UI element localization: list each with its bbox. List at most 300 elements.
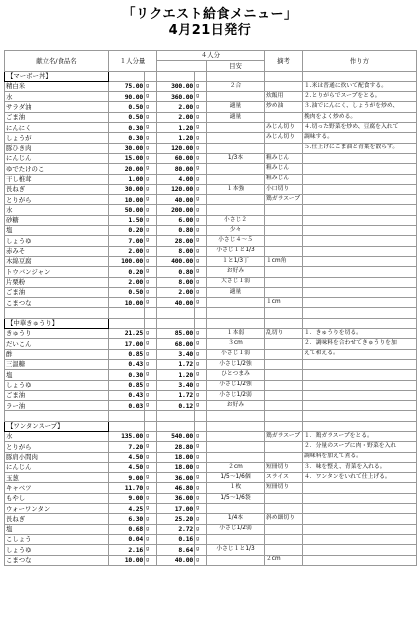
unit-four-people: g: [195, 143, 207, 153]
unit-four-people: g: [195, 215, 207, 225]
note-cell: 炒め油: [265, 102, 303, 112]
qty-four-people: 0.80: [157, 267, 195, 277]
method-step: [303, 534, 417, 544]
guide-amount: 適量: [207, 102, 265, 112]
guide-amount: 小さじ1/2弱: [207, 524, 265, 534]
method-step: ３.油でにんにく、しょうがを炒め、: [303, 102, 417, 112]
method-step: [303, 205, 417, 215]
method-step: ２．分量のスープに肉・野菜を入れ: [303, 442, 417, 452]
method-step: [303, 401, 417, 411]
section-header-cell: [145, 318, 157, 328]
qty-one-person: 100.00: [109, 256, 145, 266]
note-cell: みじん切り: [265, 133, 303, 143]
unit-four-people: g: [195, 349, 207, 359]
qty-one-person: 4.50: [109, 452, 145, 462]
ingredient-row: [5, 143, 417, 153]
unit-four-people: g: [195, 534, 207, 544]
unit-one-person: g: [145, 184, 157, 194]
guide-amount: 少々: [207, 226, 265, 236]
method-step: ４．ワンタンをいれて仕上げる。: [303, 473, 417, 483]
ingredient-name: 水: [5, 92, 109, 102]
method-step: 調味する。: [303, 133, 417, 143]
guide-amount: 小さじ１弱: [207, 349, 265, 359]
unit-four-people: g: [195, 545, 207, 555]
qty-one-person: 0.04: [109, 534, 145, 544]
issue-date: 4月21日発行: [168, 23, 252, 38]
method-step: [303, 524, 417, 534]
section-header: [5, 318, 417, 328]
ingredient-name: こまつな: [5, 298, 109, 308]
ingredient-name: 片栗粉: [5, 277, 109, 287]
qty-one-person: 10.00: [109, 195, 145, 205]
guide-amount: ２cm: [207, 462, 265, 472]
qty-one-person: 0.85: [109, 380, 145, 390]
unit-four-people: g: [195, 133, 207, 143]
note-cell: [265, 246, 303, 256]
header-notes: 摘考: [265, 51, 303, 72]
guide-amount: 小さじ1/2強: [207, 380, 265, 390]
note-cell: [265, 205, 303, 215]
ingredient-name: もやし: [5, 493, 109, 503]
unit-four-people: g: [195, 514, 207, 524]
qty-one-person: 9.00: [109, 473, 145, 483]
guide-amount: １本弱: [207, 329, 265, 339]
qty-four-people: 8.00: [157, 246, 195, 256]
note-cell: [265, 267, 303, 277]
ingredient-row: [5, 483, 417, 493]
method-step: [303, 359, 417, 369]
method-step: １.米は普通に炊いて配食する。: [303, 81, 417, 91]
method-step: [303, 370, 417, 380]
qty-four-people: 6.00: [157, 215, 195, 225]
qty-one-person: 0.30: [109, 370, 145, 380]
guide-amount: 小さじ１と1/3: [207, 246, 265, 256]
guide-amount: [207, 174, 265, 184]
qty-four-people: 8.00: [157, 277, 195, 287]
qty-four-people: 36.00: [157, 493, 195, 503]
qty-four-people: 1.20: [157, 133, 195, 143]
section-header-cell: [303, 421, 417, 431]
unit-one-person: g: [145, 555, 157, 565]
unit-four-people: g: [195, 236, 207, 246]
unit-one-person: g: [145, 133, 157, 143]
ingredient-row: [5, 298, 417, 308]
note-cell: [265, 277, 303, 287]
ingredient-name: サラダ油: [5, 102, 109, 112]
qty-four-people: 400.00: [157, 256, 195, 266]
qty-one-person: 2.00: [109, 246, 145, 256]
qty-four-people: 68.00: [157, 339, 195, 349]
unit-four-people: g: [195, 370, 207, 380]
guide-amount: [207, 133, 265, 143]
ingredient-name: 水: [5, 205, 109, 215]
ingredient-name: ゆでたけのこ: [5, 164, 109, 174]
note-cell: 短冊切り: [265, 483, 303, 493]
unit-four-people: g: [195, 267, 207, 277]
qty-four-people: 36.00: [157, 473, 195, 483]
note-cell: [265, 81, 303, 91]
unit-four-people: g: [195, 123, 207, 133]
ingredient-row: [5, 81, 417, 91]
unit-four-people: g: [195, 452, 207, 462]
unit-one-person: g: [145, 102, 157, 112]
ingredient-row: [5, 514, 417, 524]
qty-one-person: 0.68: [109, 524, 145, 534]
guide-amount: [207, 205, 265, 215]
ingredient-name: 長ねぎ: [5, 184, 109, 194]
unit-one-person: g: [145, 504, 157, 514]
qty-four-people: 2.00: [157, 102, 195, 112]
ingredient-name: トウバンジャン: [5, 267, 109, 277]
unit-one-person: g: [145, 277, 157, 287]
note-cell: [265, 215, 303, 225]
qty-one-person: 135.00: [109, 431, 145, 441]
qty-one-person: 0.50: [109, 112, 145, 122]
guide-amount: ひとつまみ: [207, 370, 265, 380]
header-guide: 目安: [207, 61, 265, 71]
ingredient-row: [5, 153, 417, 163]
note-cell: 粗みじん: [265, 153, 303, 163]
unit-four-people: g: [195, 380, 207, 390]
qty-four-people: 1.72: [157, 359, 195, 369]
qty-one-person: 0.03: [109, 401, 145, 411]
qty-one-person: 0.20: [109, 226, 145, 236]
qty-four-people: 28.00: [157, 236, 195, 246]
section-title: 【ワンタンスープ】: [5, 421, 109, 431]
unit-one-person: g: [145, 431, 157, 441]
qty-one-person: 21.25: [109, 329, 145, 339]
unit-one-person: g: [145, 164, 157, 174]
method-step: １．きゅうりを切る。: [303, 329, 417, 339]
qty-one-person: 7.20: [109, 442, 145, 452]
guide-amount: [207, 442, 265, 452]
note-cell: 斜め細切り: [265, 514, 303, 524]
unit-four-people: g: [195, 195, 207, 205]
unit-one-person: g: [145, 473, 157, 483]
guide-amount: １本強: [207, 184, 265, 194]
guide-amount: [207, 143, 265, 153]
qty-four-people: 3.40: [157, 349, 195, 359]
method-step: [303, 555, 417, 565]
method-step: １．鶏ガラスープをとる。: [303, 431, 417, 441]
qty-one-person: 0.30: [109, 133, 145, 143]
qty-four-people: 28.80: [157, 442, 195, 452]
guide-amount: 小さじ1/2強: [207, 359, 265, 369]
qty-one-person: 10.00: [109, 555, 145, 565]
unit-four-people: g: [195, 442, 207, 452]
unit-four-people: g: [195, 174, 207, 184]
ingredient-name: こまつな: [5, 555, 109, 565]
ingredient-row: [5, 524, 417, 534]
unit-one-person: g: [145, 298, 157, 308]
guide-amount: 適量: [207, 287, 265, 297]
qty-one-person: 75.00: [109, 81, 145, 91]
method-step: [303, 236, 417, 246]
qty-four-people: 18.00: [157, 452, 195, 462]
ingredient-row: [5, 401, 417, 411]
method-step: [303, 514, 417, 524]
ingredient-row: [5, 545, 417, 555]
page-title: 「リクエスト給食メニュー」: [122, 7, 298, 22]
note-cell: 短冊切り: [265, 462, 303, 472]
method-step: 調味料を加えて煮る。: [303, 452, 417, 462]
method-step: [303, 493, 417, 503]
unit-one-person: g: [145, 524, 157, 534]
unit-four-people: g: [195, 431, 207, 441]
guide-amount: お好み: [207, 267, 265, 277]
ingredient-name: しょうが: [5, 133, 109, 143]
method-step: [303, 267, 417, 277]
ingredient-name: 精白米: [5, 81, 109, 91]
ingredient-row: [5, 123, 417, 133]
unit-four-people: g: [195, 339, 207, 349]
ingredient-name: キャベツ: [5, 483, 109, 493]
ingredient-name: ごま油: [5, 287, 109, 297]
unit-four-people: g: [195, 153, 207, 163]
ingredient-name: 砂糖: [5, 215, 109, 225]
note-cell: 炊飯用: [265, 92, 303, 102]
section-header-cell: [303, 318, 417, 328]
section-header-cell: [265, 71, 303, 81]
unit-one-person: g: [145, 81, 157, 91]
unit-four-people: g: [195, 473, 207, 483]
unit-one-person: g: [145, 442, 157, 452]
qty-one-person: 1.00: [109, 174, 145, 184]
qty-one-person: 11.70: [109, 483, 145, 493]
unit-four-people: g: [195, 226, 207, 236]
qty-one-person: 2.00: [109, 277, 145, 287]
unit-one-person: g: [145, 401, 157, 411]
method-step: [303, 380, 417, 390]
header-four-qty: [157, 61, 207, 71]
qty-four-people: 1.20: [157, 370, 195, 380]
unit-four-people: g: [195, 246, 207, 256]
unit-four-people: g: [195, 205, 207, 215]
ingredient-row: [5, 102, 417, 112]
qty-one-person: 4.50: [109, 462, 145, 472]
spacer-cell: [303, 308, 417, 318]
ingredient-name: しょうゆ: [5, 545, 109, 555]
ingredient-name: 赤みそ: [5, 246, 109, 256]
note-cell: ２cm: [265, 555, 303, 565]
unit-four-people: g: [195, 390, 207, 400]
qty-four-people: 360.00: [157, 92, 195, 102]
method-step: [303, 256, 417, 266]
ingredient-name: 塩: [5, 370, 109, 380]
ingredient-row: [5, 359, 417, 369]
qty-four-people: 0.80: [157, 226, 195, 236]
note-cell: [265, 380, 303, 390]
note-cell: [265, 442, 303, 452]
spacer-cell: [145, 411, 157, 421]
ingredient-row: [5, 339, 417, 349]
ingredient-row: [5, 164, 417, 174]
unit-four-people: g: [195, 462, 207, 472]
section-spacer: [5, 411, 417, 421]
section-header-cell: [109, 318, 145, 328]
method-step: [303, 277, 417, 287]
ingredient-row: [5, 267, 417, 277]
qty-one-person: 0.50: [109, 287, 145, 297]
unit-one-person: g: [145, 339, 157, 349]
ingredient-row: [5, 462, 417, 472]
note-cell: [265, 236, 303, 246]
guide-amount: １と1/3丁: [207, 256, 265, 266]
note-cell: 鶏ガラスープ: [265, 195, 303, 205]
ingredient-name: 塩: [5, 524, 109, 534]
header-method: 作り方: [303, 51, 417, 72]
note-cell: [265, 370, 303, 380]
guide-amount: [207, 195, 265, 205]
ingredient-row: [5, 329, 417, 339]
spacer-cell: [145, 308, 157, 318]
guide-amount: [207, 555, 265, 565]
method-step: [303, 298, 417, 308]
qty-one-person: 6.30: [109, 514, 145, 524]
method-step: ２.とりがらでスープをとる。: [303, 92, 417, 102]
ingredient-name: 長ねぎ: [5, 514, 109, 524]
note-cell: [265, 287, 303, 297]
qty-four-people: 18.00: [157, 462, 195, 472]
ingredient-row: [5, 287, 417, 297]
unit-one-person: g: [145, 153, 157, 163]
guide-amount: ３cm: [207, 339, 265, 349]
method-step: [303, 483, 417, 493]
unit-one-person: g: [145, 493, 157, 503]
unit-one-person: g: [145, 380, 157, 390]
section-title: 【中華きゅうり】: [5, 318, 109, 328]
qty-four-people: 540.00: [157, 431, 195, 441]
qty-four-people: 8.64: [157, 545, 195, 555]
guide-amount: [207, 431, 265, 441]
guide-amount: お好み: [207, 401, 265, 411]
note-cell: [265, 390, 303, 400]
unit-one-person: g: [145, 359, 157, 369]
qty-one-person: 17.00: [109, 339, 145, 349]
unit-one-person: g: [145, 112, 157, 122]
note-cell: [265, 339, 303, 349]
guide-amount: 1/5～1/6袋: [207, 493, 265, 503]
note-cell: [265, 545, 303, 555]
ingredient-name: 玉葱: [5, 473, 109, 483]
guide-amount: [207, 452, 265, 462]
section-header-cell: [157, 318, 195, 328]
guide-amount: 1/3本: [207, 153, 265, 163]
ingredient-name: こしょう: [5, 534, 109, 544]
unit-one-person: g: [145, 483, 157, 493]
qty-four-people: 120.00: [157, 143, 195, 153]
method-step: [303, 545, 417, 555]
unit-four-people: g: [195, 329, 207, 339]
note-cell: 粗みじん: [265, 174, 303, 184]
ingredient-name: 三温糖: [5, 359, 109, 369]
method-step: [303, 195, 417, 205]
spacer-cell: [207, 411, 265, 421]
qty-four-people: 60.00: [157, 153, 195, 163]
qty-one-person: 30.00: [109, 184, 145, 194]
ingredient-name: 豚肩小間肉: [5, 452, 109, 462]
unit-four-people: g: [195, 256, 207, 266]
qty-one-person: 1.50: [109, 215, 145, 225]
qty-four-people: 0.12: [157, 401, 195, 411]
ingredient-name: にんじん: [5, 462, 109, 472]
ingredient-row: [5, 555, 417, 565]
guide-amount: 1/5～1/6個: [207, 473, 265, 483]
note-cell: スライス: [265, 473, 303, 483]
ingredient-name: しょうゆ: [5, 236, 109, 246]
spacer-cell: [109, 411, 145, 421]
method-step: [303, 164, 417, 174]
spacer-cell: [303, 411, 417, 421]
ingredient-name: 水: [5, 431, 109, 441]
ingredient-name: ごま油: [5, 112, 109, 122]
spacer-cell: [207, 308, 265, 318]
unit-four-people: g: [195, 184, 207, 194]
ingredient-row: [5, 442, 417, 452]
unit-four-people: g: [195, 401, 207, 411]
ingredient-row: [5, 431, 417, 441]
ingredient-row: [5, 184, 417, 194]
qty-four-people: 1.72: [157, 390, 195, 400]
note-cell: [265, 493, 303, 503]
ingredient-name: 塩: [5, 226, 109, 236]
qty-four-people: 46.80: [157, 483, 195, 493]
ingredient-name: 木綿豆腐: [5, 256, 109, 266]
ingredient-row: [5, 112, 417, 122]
spacer-cell: [5, 308, 109, 318]
note-cell: [265, 359, 303, 369]
unit-one-person: g: [145, 287, 157, 297]
guide-amount: 適量: [207, 112, 265, 122]
ingredient-name: とりがら: [5, 195, 109, 205]
ingredient-row: [5, 205, 417, 215]
header-name: 献立名/食品名: [5, 51, 109, 72]
ingredient-row: [5, 277, 417, 287]
section-header-cell: [109, 71, 145, 81]
qty-four-people: 120.00: [157, 184, 195, 194]
method-step: ４.切った野菜を炒め、豆腐を入れて: [303, 123, 417, 133]
ingredient-name: 干し椎茸: [5, 174, 109, 184]
qty-four-people: 40.00: [157, 555, 195, 565]
ingredient-row: [5, 195, 417, 205]
section-header-cell: [145, 71, 157, 81]
ingredient-name: ウォーワンタン: [5, 504, 109, 514]
note-cell: [265, 534, 303, 544]
qty-four-people: 17.00: [157, 504, 195, 514]
section-header-cell: [157, 71, 195, 81]
ingredient-name: しょうゆ: [5, 380, 109, 390]
qty-one-person: 50.00: [109, 205, 145, 215]
note-cell: [265, 112, 303, 122]
ingredient-row: [5, 92, 417, 102]
spacer-cell: [195, 411, 207, 421]
method-step: [303, 504, 417, 514]
ingredient-row: [5, 226, 417, 236]
unit-one-person: g: [145, 462, 157, 472]
qty-four-people: 2.00: [157, 112, 195, 122]
spacer-cell: [157, 308, 195, 318]
unit-four-people: g: [195, 555, 207, 565]
ingredient-row: [5, 390, 417, 400]
ingredient-row: [5, 473, 417, 483]
ingredient-name: とりがら: [5, 442, 109, 452]
ingredient-name: にんにく: [5, 123, 109, 133]
qty-one-person: 9.00: [109, 493, 145, 503]
spacer-cell: [109, 308, 145, 318]
unit-four-people: g: [195, 298, 207, 308]
ingredient-row: [5, 256, 417, 266]
note-cell: [265, 349, 303, 359]
